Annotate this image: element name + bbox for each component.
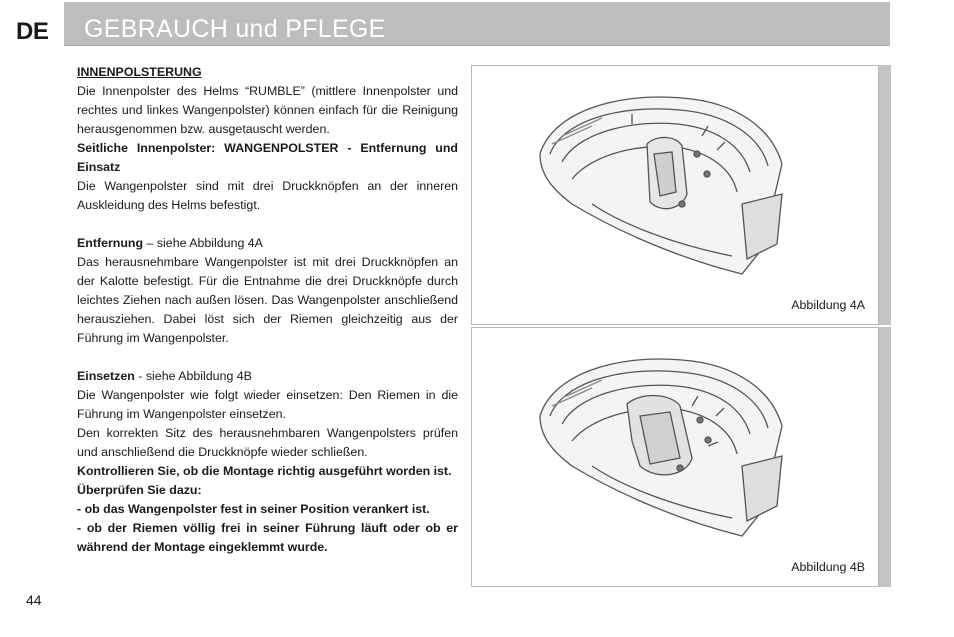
figure-caption-4b: Abbildung 4B [791, 560, 865, 574]
insertion-paragraph-1: Die Wangenpolster wie folgt wieder einsetzen: Den Riemen in die Führung im Wangenpolster einsetzen. [77, 388, 458, 421]
figure-caption-4a: Abbildung 4A [791, 298, 865, 312]
removal-heading-line [77, 234, 458, 253]
header-bar [64, 2, 890, 46]
check-line-1: Kontrollieren Sie, ob die Montage richtig ausgeführt worden ist. [77, 464, 452, 478]
check-line-2: Überprüfen Sie dazu: [77, 483, 202, 497]
intro-paragraph: Die Innenpolster des Helms “RUMBLE” (mittlere Innenpolster und rechtes und linkes Wangenpolster) können einfach für die Reinigung herausgenommen bzw. ausgetauscht werden. [77, 84, 458, 136]
section-title: INNENPOLSTERUNG [77, 65, 202, 79]
check-item-2: - ob der Riemen völlig frei in seiner Führung läuft oder ob er während der Montage eingeklemmt wurde. [77, 521, 458, 554]
page-title: GEBRAUCH und PFLEGE [84, 15, 386, 43]
removal-title: Entfernung [77, 236, 144, 250]
insertion-title: Einsetzen [77, 369, 135, 383]
page-number: 44 [26, 592, 42, 608]
figure-4a [471, 65, 879, 325]
figure-side-strip [879, 65, 891, 325]
fastening-paragraph: Die Wangenpolster sind mit drei Druckknöpfen an der inneren Auskleidung des Helms befestigt. [77, 179, 458, 212]
insertion-paragraph-2: Den korrekten Sitz des herausnehmbaren Wangenpolsters prüfen und anschließend die Druckknöpfe wieder schließen. [77, 426, 458, 459]
removal-paragraph: Das herausnehmbare Wangenpolster ist mit drei Druckknöpfen an der Kalotte befestigt. Für die Entnahme die drei Druckknöpfe durch leichtes Ziehen nach außen lösen. Das Wangenpolster anschließend herausziehen. Dabei löst sich der Riemen gleichzeitig aus der Führung im Wangenpolster. [77, 255, 458, 345]
insertion-ref: - siehe Abbildung 4B [134, 369, 252, 383]
subheading: Seitliche Innenpolster: WANGENPOLSTER - Entfernung und Einsatz [77, 141, 458, 174]
removal-ref: – siehe Abbildung 4A [143, 236, 263, 250]
figure-4b [471, 327, 879, 587]
helmet-illustration-4b [532, 346, 802, 546]
language-code: DE [16, 18, 49, 45]
check-item-1: - ob das Wangenpolster fest in seiner Position verankert ist. [77, 502, 430, 516]
text-column [77, 63, 458, 557]
figure-side-strip [879, 327, 891, 587]
helmet-illustration-4a [532, 84, 802, 284]
insertion-heading-line [77, 367, 458, 386]
